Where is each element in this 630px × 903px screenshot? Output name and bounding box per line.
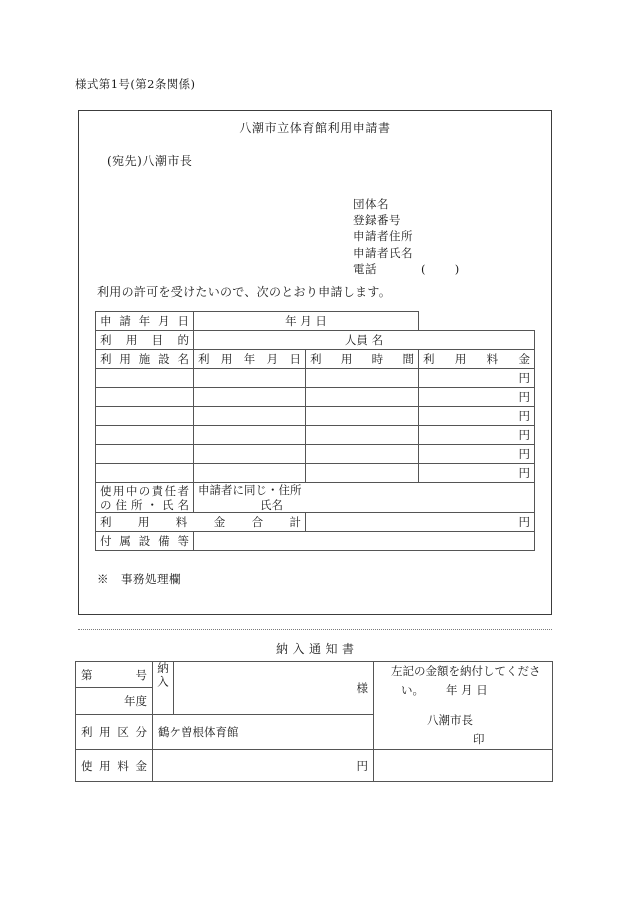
notice-title: 納入通知書 [275, 642, 359, 656]
column-header-date: 利用年月日 [194, 350, 306, 369]
seal-mark: 印 [473, 732, 485, 746]
responsible-person-value-line2: 氏名 [260, 497, 283, 512]
telephone-parentheses: ( ) [421, 261, 460, 276]
payer-name-field[interactable]: 様 [174, 662, 374, 715]
apply-date-value[interactable]: 年 月 日 [194, 312, 419, 331]
intro-sentence: 利用の許可を受けたいので、次のとおり申請します。 [97, 285, 392, 299]
application-form-box [78, 110, 552, 615]
notice-bottom-right-spacer [374, 750, 553, 782]
table-row [96, 388, 535, 407]
cell-date[interactable] [194, 388, 306, 407]
application-main-table [95, 311, 535, 551]
telephone-label: 電話 [353, 261, 377, 276]
notice-row-fee [76, 750, 553, 782]
cut-separator-line [78, 629, 552, 630]
form-number: 様式第1号(第2条関係) [75, 77, 196, 91]
column-header-fee: 利用料金 [419, 350, 535, 369]
table-row [96, 407, 535, 426]
cell-facility[interactable] [96, 407, 194, 426]
cell-time[interactable] [306, 464, 419, 483]
cell-fee[interactable]: 円 [419, 407, 535, 426]
instruction-line-2 [379, 681, 547, 700]
notice-number-label[interactable]: 第 号 [76, 662, 153, 688]
responsible-person-label [96, 483, 194, 513]
table-row [96, 464, 535, 483]
issuer-line [379, 711, 547, 749]
addressee-line: (宛先)八潮市長 [107, 154, 193, 168]
table-row [96, 426, 535, 445]
responsible-person-label-line1: 使用中の責任者 [100, 483, 189, 498]
instruction-line-1: 左記の金額を納付してくださ [391, 664, 541, 678]
responsible-person-label-line2: の住所・氏名 [100, 497, 189, 512]
notice-fee-label: 使用料金 [76, 750, 153, 782]
cell-fee[interactable]: 円 [419, 445, 535, 464]
cell-facility[interactable] [96, 445, 194, 464]
cell-time[interactable] [306, 388, 419, 407]
applicant-field-telephone [353, 261, 459, 277]
cell-date[interactable] [194, 407, 306, 426]
cell-facility[interactable] [96, 464, 194, 483]
cell-date[interactable] [194, 426, 306, 445]
cell-fee[interactable]: 円 [419, 426, 535, 445]
table-row [96, 369, 535, 388]
cell-date[interactable] [194, 445, 306, 464]
responsible-person-value-line1: 申請者に同じ・住所 [198, 483, 302, 497]
cell-fee[interactable]: 円 [419, 388, 535, 407]
cell-date[interactable] [194, 464, 306, 483]
table-row-responsible-person [96, 483, 535, 513]
instruction-continuation: い。 [401, 683, 424, 697]
issuer-name: 八潮市長 [427, 713, 473, 727]
office-use-footnote: ※ 事務処理欄 [97, 572, 181, 586]
cell-facility[interactable] [96, 369, 194, 388]
applicant-field-group-name: 団体名 [353, 197, 389, 211]
total-fee-label: 利用料金合計 [96, 513, 306, 532]
notice-fee-value[interactable]: 円 [153, 750, 374, 782]
applicant-field-registration-number: 登録番号 [353, 213, 401, 228]
purpose-label: 利用目的 [96, 331, 194, 350]
fiscal-year-label[interactable]: 年度 [76, 688, 153, 714]
apply-date-label: 申請年月日 [96, 312, 194, 331]
cell-fee[interactable]: 円 [419, 464, 535, 483]
notice-row-number [76, 662, 553, 688]
cell-time[interactable] [306, 426, 419, 445]
applicant-field-name: 申請者氏名 [353, 245, 413, 260]
cell-time[interactable] [306, 407, 419, 426]
responsible-person-value[interactable] [194, 483, 535, 513]
applicant-info-block [353, 196, 459, 277]
payer-vertical-label: 納入 [153, 662, 174, 715]
payment-instruction-block [374, 662, 553, 750]
table-row [96, 445, 535, 464]
table-header-row [96, 350, 535, 369]
payment-notice-table [75, 661, 553, 782]
column-header-facility: 利用施設名 [96, 350, 194, 369]
cell-facility[interactable] [96, 388, 194, 407]
table-row-total [96, 513, 535, 532]
table-row-equipment [96, 532, 535, 551]
column-header-time: 利用時間 [306, 350, 419, 369]
cell-time[interactable] [306, 445, 419, 464]
cell-time[interactable] [306, 369, 419, 388]
table-row-purpose [96, 331, 535, 350]
cell-date[interactable] [194, 369, 306, 388]
apply-date-empty-spacer [419, 312, 535, 331]
table-row-apply-date [96, 312, 535, 331]
equipment-value[interactable] [194, 532, 535, 551]
cell-fee[interactable]: 円 [419, 369, 535, 388]
equipment-label: 付属設備等 [96, 532, 194, 551]
applicant-field-address: 申請者住所 [353, 229, 413, 244]
total-fee-value[interactable]: 円 [306, 513, 535, 532]
purpose-people-value[interactable]: 人員 名 [194, 331, 535, 350]
instruction-date-line[interactable]: 年 月 日 [446, 683, 488, 697]
application-title: 八潮市立体育館利用申請書 [239, 121, 391, 135]
use-category-label: 利用区分 [76, 714, 153, 749]
use-category-value[interactable]: 鶴ケ曽根体育館 [153, 714, 374, 749]
cell-facility[interactable] [96, 426, 194, 445]
